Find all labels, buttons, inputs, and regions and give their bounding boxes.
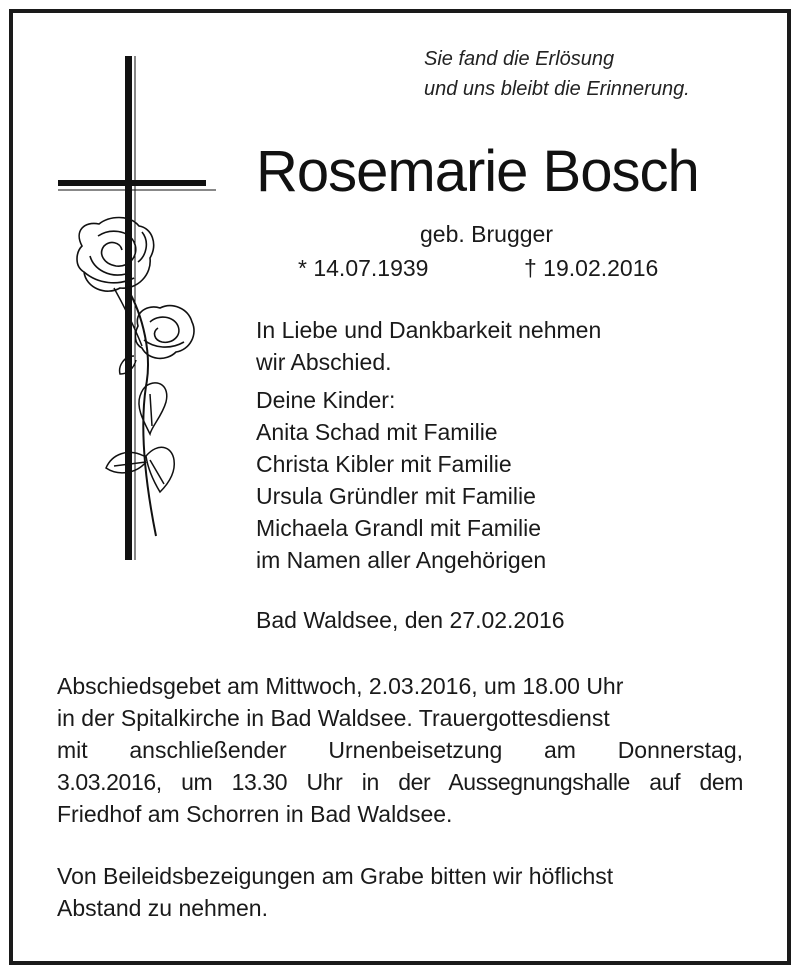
request-line: Abstand zu nehmen.: [57, 895, 268, 921]
request-line: Von Beileidsbezeigungen am Grabe bitten wir höflichst: [57, 863, 614, 889]
service-line: mit anschließender Urnenbeisetzung am Donnerstag,: [57, 737, 743, 763]
family-member: im Namen aller Angehörigen: [256, 547, 547, 573]
family-heading: Deine Kinder:: [256, 387, 396, 413]
deceased-name: Rosemarie Bosch: [256, 139, 699, 204]
farewell-line: wir Abschied.: [256, 349, 392, 375]
farewell-line: In Liebe und Dankbarkeit nehmen: [256, 317, 602, 343]
service-details: [57, 670, 743, 830]
birth-date: * 14.07.1939: [298, 255, 429, 281]
service-line: 3.03.2016, um 13.30 Uhr in der Aussegnungshalle auf dem: [57, 769, 743, 795]
death-date: † 19.02.2016: [524, 255, 659, 281]
service-line: in der Spitalkirche in Bad Waldsee. Trauergottesdienst: [57, 705, 610, 731]
family-member: Anita Schad mit Familie: [256, 419, 498, 445]
farewell-text: [256, 314, 601, 378]
service-line: Abschiedsgebet am Mittwoch, 2.03.2016, um 18.00 Uhr: [57, 673, 624, 699]
condolence-request: [57, 860, 743, 924]
quote-line: und uns bleibt die Erinnerung.: [424, 78, 690, 100]
cross-with-roses-icon: [54, 56, 224, 572]
quote: [424, 44, 690, 104]
place-date: Bad Waldsee, den 27.02.2016: [256, 607, 565, 633]
family-member: Ursula Gründler mit Familie: [256, 483, 536, 509]
family-list: [256, 384, 546, 576]
service-line: Friedhof am Schorren in Bad Waldsee.: [57, 801, 453, 827]
family-member: Michaela Grandl mit Familie: [256, 515, 542, 541]
maiden-name: geb. Brugger: [420, 221, 553, 247]
quote-line: Sie fand die Erlösung: [424, 48, 615, 70]
family-member: Christa Kibler mit Familie: [256, 451, 512, 477]
